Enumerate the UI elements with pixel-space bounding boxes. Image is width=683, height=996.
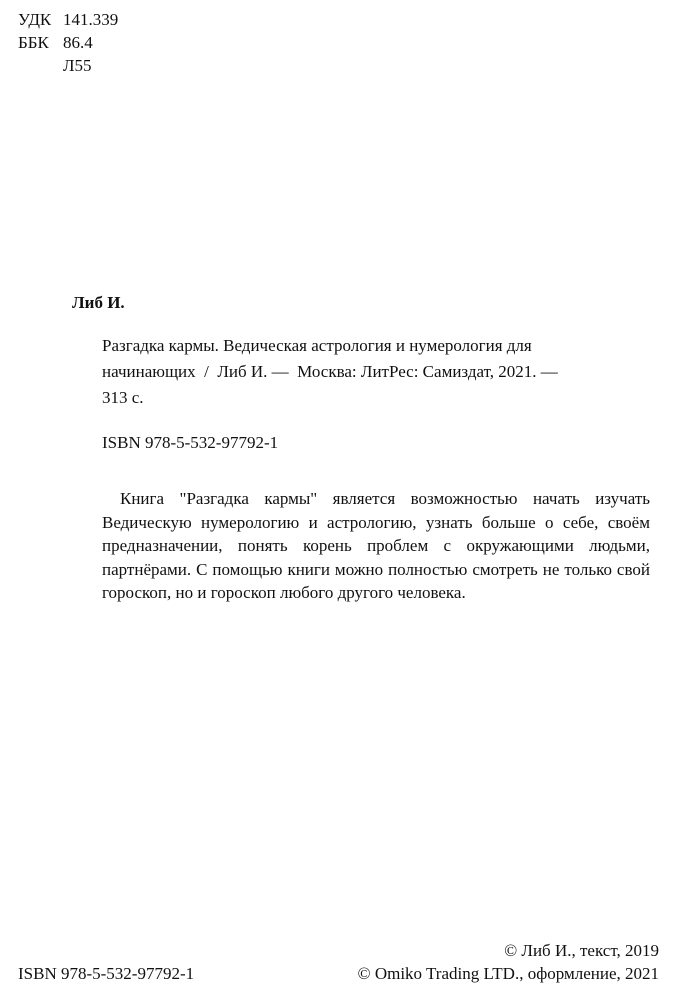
copyright-design: © Omiko Trading LTD., оформление, 2021 bbox=[357, 964, 659, 983]
author-mark-row bbox=[18, 54, 118, 77]
author-mark: Л55 bbox=[63, 56, 92, 75]
footer-isbn: ISBN 978-5-532-97792-1 bbox=[18, 964, 195, 983]
udk-row bbox=[18, 8, 118, 31]
bbk-row bbox=[18, 31, 118, 54]
classification-block bbox=[18, 8, 118, 77]
biblio-pages: 313 с. bbox=[102, 388, 144, 407]
copyright-block bbox=[358, 939, 659, 985]
udk-label: УДК bbox=[18, 10, 52, 29]
author-heading: Либ И. bbox=[72, 293, 125, 312]
biblio-title-line-1: Разгадка кармы. Ведическая астрология и нумерология для bbox=[102, 336, 532, 355]
copyright-text: © Либ И., текст, 2019 bbox=[504, 941, 659, 960]
isbn: ISBN 978-5-532-97792-1 bbox=[102, 433, 279, 452]
bibliographic-description bbox=[102, 333, 622, 411]
abstract-paragraph: Книга "Разгадка кармы" является возможностью начать изучать Ведическую нумерологию и астрологию, узнать больше о себе, своём предназначении, понять корень проблем с окружающими людьми, партнёрами. С помощью книги можно полностью смотреть не только свой гороскоп, но и гороскоп любого другого человека. bbox=[102, 489, 650, 602]
biblio-title-line-2: начинающих / Либ И. — Москва: ЛитРес: Самиздат, 2021. — bbox=[102, 362, 558, 381]
bbk-label: ББК bbox=[18, 33, 49, 52]
bbk-value: 86.4 bbox=[63, 33, 93, 52]
udk-value: 141.339 bbox=[63, 10, 119, 29]
